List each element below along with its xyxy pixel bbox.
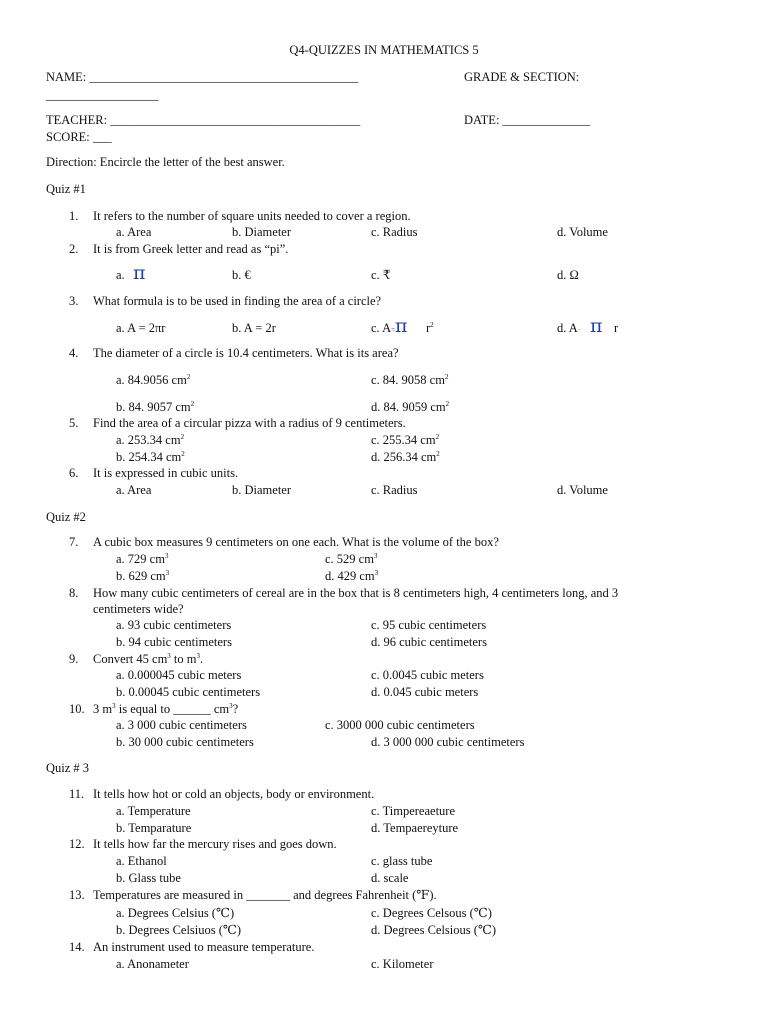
question-number: 12.: [69, 837, 85, 851]
choice-a: a. 0.000045 cubic meters: [116, 668, 242, 682]
choice-d: d. scale: [371, 871, 409, 885]
choice-d: d. Degrees Celsious (℃): [371, 923, 497, 937]
choice-d: d. 84. 9059 $cm^2$: [371, 400, 450, 414]
choice-d: d. 429 $cm^3$: [325, 569, 379, 583]
question-number: 2.: [69, 242, 79, 256]
choice-b: b. A = 2r: [232, 321, 276, 335]
choice-b: b. Diameter: [232, 483, 292, 497]
question-text: It tells how hot or cold an objects, body or environment.: [93, 787, 375, 801]
question-number: 5.: [69, 416, 79, 430]
choice-b: b. Glass tube: [116, 871, 181, 885]
choice-c: c. 0.0045 cubic meters: [371, 668, 484, 682]
question-text: 3 $m^3$ is equal to ______ $cm^3$?: [93, 702, 239, 716]
question-number: 9.: [69, 652, 79, 666]
dot-sign: ·: [577, 326, 581, 334]
choice-a: a. 84.9056 $cm^2$: [116, 373, 191, 387]
choice-b: b. 30 000 cubic centimeters: [116, 735, 254, 749]
choice-c-suffix: $r^2$: [426, 321, 434, 335]
choice-c: c. Timpereaeture: [371, 804, 456, 818]
choice-b: b. 254.34 $cm^2$: [116, 450, 185, 464]
question-number: 14.: [69, 940, 85, 954]
question-number: 7.: [69, 535, 79, 549]
question-number: 3.: [69, 294, 79, 308]
teacher-field: TEACHER: ________________________________________: [46, 113, 361, 127]
question-text: It is expressed in cubic units.: [93, 466, 239, 480]
choice-d-prefix: d. A: [557, 321, 578, 335]
score-field: SCORE: ___: [46, 130, 112, 144]
date-field: DATE: ______________: [464, 113, 591, 127]
question-text-cont: centimeters wide?: [93, 602, 184, 616]
choice-a: a. A = 2πr: [116, 321, 166, 335]
question-number: 10.: [69, 702, 85, 716]
choice-b: b. 0.00045 cubic centimeters: [116, 685, 261, 699]
choice-a: a. 253.34 $cm^2$: [116, 433, 185, 447]
choice-a: a. 93 cubic centimeters: [116, 618, 232, 632]
question-number: 11.: [69, 787, 85, 801]
choice-c-prefix: c. A: [371, 321, 392, 335]
question-text: Convert 45 $cm^3$ to $m^3$.: [93, 652, 204, 666]
choice-a: a. Degrees Celsius (℃): [116, 906, 235, 920]
choice-c: c. Radius: [371, 225, 418, 239]
question-text: It is from Greek letter and read as “pi”.: [93, 242, 289, 256]
choice-b: b. Diameter: [232, 225, 292, 239]
quiz-1-title: Quiz #1: [46, 182, 86, 196]
choice-b: b. Degrees Celsiuos (℃): [116, 923, 242, 937]
choice-c: c. 95 cubic centimeters: [371, 618, 487, 632]
choice-c: c. 3000 000 cubic centimeters: [325, 718, 475, 732]
pi-symbol-icon: π: [395, 315, 408, 337]
choice-d-suffix: r: [614, 321, 619, 335]
choice-c: c. ₹: [371, 268, 391, 282]
question-text: An instrument used to measure temperature.: [93, 940, 315, 954]
choice-d: [557, 322, 580, 335]
choice-d: d. Tempaereyture: [371, 821, 459, 835]
question-number: 1.: [69, 209, 79, 223]
choice-c: c. glass tube: [371, 854, 433, 868]
direction-text: Direction: Encircle the letter of the best answer.: [46, 155, 285, 169]
choice-a: a. 3 000 cubic centimeters: [116, 718, 247, 732]
choice-d: d. Volume: [557, 225, 608, 239]
choice-c: [371, 322, 395, 335]
question-text: It refers to the number of square units needed to cover a region.: [93, 209, 411, 223]
choice-c: c. Degrees Celsous (℃): [371, 906, 492, 920]
grade-section-label: GRADE & SECTION:: [464, 70, 580, 84]
question-number: 4.: [69, 346, 79, 360]
question-text: It tells how far the mercury rises and goes down.: [93, 837, 337, 851]
choice-a: a. Temperature: [116, 804, 191, 818]
choice-a: a.: [116, 268, 125, 282]
question-text: A cubic box measures 9 centimeters on one each. What is the volume of the box?: [93, 535, 499, 549]
question-text: The diameter of a circle is 10.4 centimeters. What is its area?: [93, 346, 399, 360]
choice-b: b. 94 cubic centimeters: [116, 635, 232, 649]
choice-b: b. 629 $cm^3$: [116, 569, 170, 583]
choice-b: b. 84. 9057 $cm^2$: [116, 400, 195, 414]
choice-a: a. Anonameter: [116, 957, 189, 971]
choice-b: b. €: [232, 268, 251, 282]
choice-a: a. 729 $cm^3$: [116, 552, 169, 566]
choice-c: c. 84. 9058 $cm^2$: [371, 373, 449, 387]
choice-a: a. Area: [116, 225, 152, 239]
choice-d: d. 256.34 $cm^2$: [371, 450, 440, 464]
question-text: Find the area of a circular pizza with a radius of 9 centimeters.: [93, 416, 406, 430]
choice-c: c. Radius: [371, 483, 418, 497]
page-title: Q4-QUIZZES IN MATHEMATICS 5: [289, 43, 479, 57]
choice-c: c. 529 $cm^3$: [325, 552, 378, 566]
choice-a: a. Ethanol: [116, 854, 167, 868]
choice-d: d. Ω: [557, 268, 579, 282]
name-field: NAME: ___________________________________________: [46, 70, 359, 84]
question-number: 6.: [69, 466, 79, 480]
choice-c: c. 255.34 $cm^2$: [371, 433, 440, 447]
choice-d: d. 96 cubic centimeters: [371, 635, 487, 649]
question-number: 13.: [69, 888, 85, 902]
pi-symbol-icon: π: [133, 262, 146, 284]
grade-section-line: __________________: [46, 88, 159, 102]
question-number: 8.: [69, 586, 79, 600]
choice-d: d. 0.045 cubic meters: [371, 685, 479, 699]
quiz-2-title: Quiz #2: [46, 510, 86, 524]
pi-symbol-icon: π: [590, 315, 603, 337]
choice-d: d. Volume: [557, 483, 608, 497]
question-text: How many cubic centimeters of cereal are in the box that is 8 centimeters high, 4 centimeters long, and 3: [93, 586, 619, 600]
choice-a: a. Area: [116, 483, 152, 497]
choice-c: c. Kilometer: [371, 957, 434, 971]
quiz-3-title: Quiz # 3: [46, 761, 90, 775]
question-text: Temperatures are measured in _______ and degrees Fahrenheit (℉).: [93, 888, 437, 902]
question-text: What formula is to be used in finding the area of a circle?: [93, 294, 382, 308]
equals-sign: =: [391, 326, 396, 334]
choice-b: b. Temparature: [116, 821, 192, 835]
choice-d: d. 3 000 000 cubic centimeters: [371, 735, 525, 749]
